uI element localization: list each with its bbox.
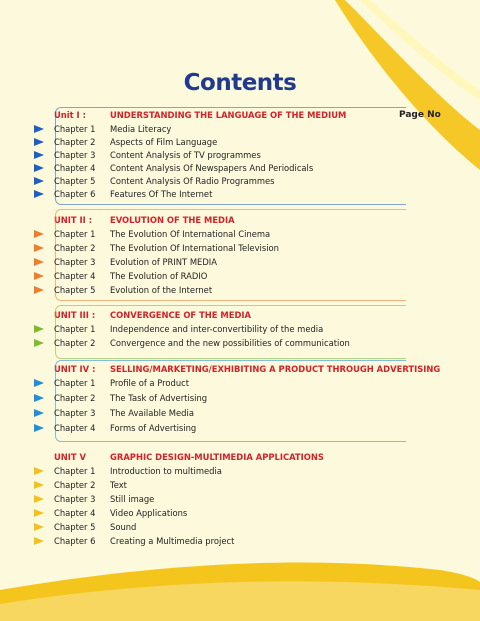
chapter-label: Chapter 5: [54, 522, 96, 532]
arrow-bullet-icon: [34, 138, 44, 146]
chapter-label: Chapter 4: [54, 271, 96, 281]
arrow-bullet-icon: [34, 379, 44, 387]
unit-title: CONVERGENCE OF THE MEDIA: [110, 310, 252, 320]
chapter-label: Chapter 3: [54, 150, 96, 160]
chapter-title: Evolution of PRINT MEDIA: [110, 257, 217, 267]
chapter-label: Chapter 2: [54, 243, 96, 253]
chapter-title: Features Of The Internet: [110, 189, 213, 199]
arrow-bullet-icon: [34, 190, 44, 198]
chapter-title: Content Analysis Of Newspapers And Periodicals: [110, 163, 314, 173]
chapter-title: Sound: [110, 522, 137, 532]
chapter-title: Content Analysis of TV programmes: [110, 150, 261, 160]
chapter-title: Convergence and the new possibilities of communication: [110, 338, 350, 348]
chapter-title: Forms of Advertising: [110, 423, 197, 433]
arrow-bullet-icon: [34, 394, 44, 402]
unit-title: UNDERSTANDING THE LANGUAGE OF THE MEDIUM: [110, 110, 347, 120]
chapter-label: Chapter 3: [54, 257, 96, 267]
chapter-label: Chapter 5: [54, 285, 96, 295]
unit-bracket: [55, 360, 406, 442]
arrow-bullet-icon: [34, 258, 44, 266]
chapter-title: Independence and inter-convertibility of the media: [110, 324, 324, 334]
chapter-label: Chapter 4: [54, 163, 96, 173]
unit-title: EVOLUTION OF THE MEDIA: [110, 215, 235, 225]
arrow-bullet-icon: [34, 523, 44, 531]
unit-code: UNIT V: [54, 452, 87, 462]
chapter-label: Chapter 4: [54, 508, 96, 518]
unit-code: UNIT II :: [54, 215, 93, 225]
chapter-label: Chapter 1: [54, 466, 96, 476]
unit-title: SELLING/MARKETING/EXHIBITING A PRODUCT THROUGH ADVERTISING: [110, 364, 441, 374]
chapter-title: Text: [110, 480, 127, 490]
chapter-title: Still image: [110, 494, 155, 504]
chapter-title: Introduction to multimedia: [110, 466, 222, 476]
arrow-bullet-icon: [34, 272, 44, 280]
chapter-title: The Evolution of RADIO: [110, 271, 208, 281]
arrow-bullet-icon: [34, 424, 44, 432]
chapter-title: Media Literacy: [110, 124, 172, 134]
unit-bracket: [55, 209, 406, 301]
chapter-label: Chapter 1: [54, 124, 96, 134]
chapter-label: Chapter 2: [54, 137, 96, 147]
chapter-title: Aspects of Film Language: [110, 137, 218, 147]
chapter-label: Chapter 2: [54, 480, 96, 490]
arrow-bullet-icon: [34, 409, 44, 417]
chapter-label: Chapter 1: [54, 229, 96, 239]
page-no-label: Page No: [399, 110, 441, 120]
arrow-bullet-icon: [34, 177, 44, 185]
arrow-bullet-icon: [34, 481, 44, 489]
unit-code: UNIT IV :: [54, 364, 96, 374]
chapter-title: The Evolution Of International Television: [110, 243, 279, 253]
chapter-label: Chapter 1: [54, 324, 96, 334]
chapter-label: Chapter 2: [54, 338, 96, 348]
chapter-title: Profile of a Product: [110, 378, 190, 388]
chapter-title: Video Applications: [110, 508, 188, 518]
chapter-label: Chapter 3: [54, 494, 96, 504]
arrow-bullet-icon: [34, 125, 44, 133]
unit-code: Unit I :: [54, 110, 86, 120]
chapter-title: Content Analysis Of Radio Programmes: [110, 176, 275, 186]
chapter-title: Evolution of the Internet: [110, 285, 213, 295]
chapter-label: Chapter 3: [54, 408, 96, 418]
arrow-bullet-icon: [34, 151, 44, 159]
arrow-bullet-icon: [34, 325, 44, 333]
unit-code: UNIT III :: [54, 310, 96, 320]
arrow-bullet-icon: [34, 339, 44, 347]
arrow-bullet-icon: [34, 286, 44, 294]
chapter-title: Creating a Multimedia project: [110, 536, 235, 546]
arrow-bullet-icon: [34, 164, 44, 172]
arrow-bullet-icon: [34, 230, 44, 238]
chapter-label: Chapter 2: [54, 393, 96, 403]
arrow-bullet-icon: [34, 244, 44, 252]
arrow-bullet-icon: [34, 495, 44, 503]
chapter-label: Chapter 1: [54, 378, 96, 388]
arrow-bullet-icon: [34, 467, 44, 475]
unit-title: GRAPHIC DESIGN-MULTIMEDIA APPLICATIONS: [110, 452, 324, 462]
arrow-bullet-icon: [34, 537, 44, 545]
chapter-title: The Available Media: [110, 408, 194, 418]
arrow-bullet-icon: [34, 509, 44, 517]
chapter-label: Chapter 6: [54, 536, 96, 546]
page-title: Contents: [183, 70, 297, 96]
chapter-label: Chapter 5: [54, 176, 96, 186]
chapter-title: The Task of Advertising: [110, 393, 208, 403]
chapter-title: The Evolution Of International Cinema: [110, 229, 271, 239]
chapter-label: Chapter 6: [54, 189, 96, 199]
chapter-label: Chapter 4: [54, 423, 96, 433]
